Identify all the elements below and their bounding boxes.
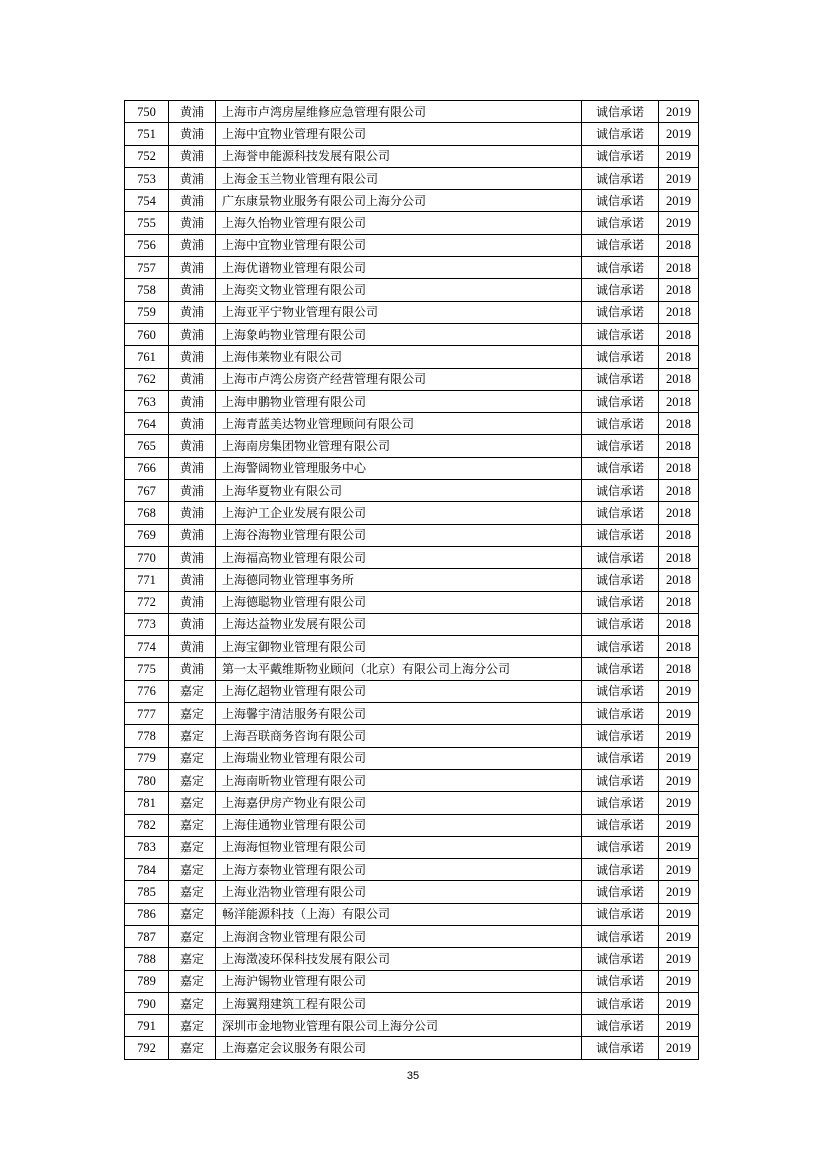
row-number: 750 [125,101,169,123]
company-name-cell: 上海市卢湾房屋维修应急管理有限公司 [216,101,582,123]
district-cell: 嘉定 [169,725,216,747]
row-number: 792 [125,1037,169,1059]
record-type-cell: 诚信承诺 [582,145,659,167]
company-name-cell: 上海方泰物业管理有限公司 [216,859,582,881]
company-name-cell: 上海南房集团物业管理有限公司 [216,435,582,457]
year-cell: 2018 [659,502,699,524]
district-cell: 黄浦 [169,636,216,658]
year-cell: 2019 [659,680,699,702]
row-number: 753 [125,167,169,189]
record-type-cell: 诚信承诺 [582,859,659,881]
year-cell: 2018 [659,613,699,635]
table-row [125,992,699,1014]
record-type-cell: 诚信承诺 [582,546,659,568]
company-name-cell: 上海谷海物业管理有限公司 [216,524,582,546]
table-row [125,390,699,412]
record-type-cell: 诚信承诺 [582,992,659,1014]
record-type-cell: 诚信承诺 [582,970,659,992]
table-row [125,836,699,858]
year-cell: 2018 [659,368,699,390]
year-cell: 2018 [659,346,699,368]
record-type-cell: 诚信承诺 [582,480,659,502]
record-type-cell: 诚信承诺 [582,457,659,479]
company-list-table-container [124,100,698,1060]
row-number: 764 [125,413,169,435]
district-cell: 黄浦 [169,323,216,345]
company-name-cell: 上海誉申能源科技发展有限公司 [216,145,582,167]
table-row [125,636,699,658]
year-cell: 2018 [659,636,699,658]
company-list-table [124,100,699,1060]
record-type-cell: 诚信承诺 [582,1037,659,1059]
district-cell: 黄浦 [169,658,216,680]
row-number: 782 [125,814,169,836]
row-number: 776 [125,680,169,702]
year-cell: 2018 [659,457,699,479]
district-cell: 嘉定 [169,925,216,947]
row-number: 766 [125,457,169,479]
record-type-cell: 诚信承诺 [582,435,659,457]
record-type-cell: 诚信承诺 [582,167,659,189]
year-cell: 2019 [659,970,699,992]
table-row [125,903,699,925]
district-cell: 黄浦 [169,145,216,167]
record-type-cell: 诚信承诺 [582,747,659,769]
year-cell: 2019 [659,948,699,970]
table-row [125,680,699,702]
record-type-cell: 诚信承诺 [582,948,659,970]
table-row [125,480,699,502]
company-name-cell: 上海南昕物业管理有限公司 [216,769,582,791]
row-number: 752 [125,145,169,167]
row-number: 781 [125,792,169,814]
company-name-cell: 上海华夏物业有限公司 [216,480,582,502]
company-name-cell: 上海嘉定会议服务有限公司 [216,1037,582,1059]
table-row [125,524,699,546]
district-cell: 嘉定 [169,1037,216,1059]
record-type-cell: 诚信承诺 [582,212,659,234]
district-cell: 黄浦 [169,457,216,479]
row-number: 763 [125,390,169,412]
year-cell: 2019 [659,792,699,814]
company-name-cell: 上海海恒物业管理有限公司 [216,836,582,858]
year-cell: 2019 [659,881,699,903]
row-number: 755 [125,212,169,234]
company-name-cell: 上海福高物业管理有限公司 [216,546,582,568]
company-name-cell: 广东康景物业服务有限公司上海分公司 [216,190,582,212]
table-row [125,101,699,123]
table-row [125,257,699,279]
year-cell: 2018 [659,257,699,279]
company-name-cell: 上海吾联商务咨询有限公司 [216,725,582,747]
table-row [125,970,699,992]
record-type-cell: 诚信承诺 [582,190,659,212]
row-number: 788 [125,948,169,970]
year-cell: 2018 [659,390,699,412]
row-number: 775 [125,658,169,680]
year-cell: 2019 [659,1037,699,1059]
record-type-cell: 诚信承诺 [582,524,659,546]
district-cell: 黄浦 [169,101,216,123]
year-cell: 2019 [659,859,699,881]
district-cell: 黄浦 [169,346,216,368]
table-row [125,279,699,301]
record-type-cell: 诚信承诺 [582,613,659,635]
district-cell: 嘉定 [169,903,216,925]
table-row [125,591,699,613]
table-row [125,792,699,814]
company-name-cell: 上海象屿物业管理有限公司 [216,323,582,345]
year-cell: 2018 [659,658,699,680]
record-type-cell: 诚信承诺 [582,658,659,680]
district-cell: 黄浦 [169,569,216,591]
record-type-cell: 诚信承诺 [582,725,659,747]
company-name-cell: 上海亚平宁物业管理有限公司 [216,301,582,323]
district-cell: 黄浦 [169,591,216,613]
company-name-cell: 上海德同物业管理事务所 [216,569,582,591]
district-cell: 嘉定 [169,881,216,903]
record-type-cell: 诚信承诺 [582,123,659,145]
table-row [125,301,699,323]
row-number: 770 [125,546,169,568]
table-row [125,368,699,390]
table-row [125,925,699,947]
year-cell: 2018 [659,279,699,301]
table-body [125,101,699,1060]
record-type-cell: 诚信承诺 [582,279,659,301]
company-name-cell: 上海亿超物业管理有限公司 [216,680,582,702]
year-cell: 2018 [659,591,699,613]
district-cell: 嘉定 [169,1015,216,1037]
company-name-cell: 上海嘉伊房产物业有限公司 [216,792,582,814]
district-cell: 黄浦 [169,257,216,279]
year-cell: 2019 [659,925,699,947]
company-name-cell: 上海翼翔建筑工程有限公司 [216,992,582,1014]
row-number: 759 [125,301,169,323]
table-row [125,190,699,212]
record-type-cell: 诚信承诺 [582,881,659,903]
row-number: 773 [125,613,169,635]
district-cell: 嘉定 [169,792,216,814]
table-row [125,703,699,725]
company-name-cell: 上海金玉兰物业管理有限公司 [216,167,582,189]
district-cell: 黄浦 [169,480,216,502]
district-cell: 嘉定 [169,836,216,858]
row-number: 774 [125,636,169,658]
district-cell: 黄浦 [169,212,216,234]
record-type-cell: 诚信承诺 [582,101,659,123]
table-row [125,502,699,524]
company-name-cell: 上海申鹏物业管理有限公司 [216,390,582,412]
district-cell: 嘉定 [169,970,216,992]
year-cell: 2019 [659,725,699,747]
year-cell: 2018 [659,413,699,435]
record-type-cell: 诚信承诺 [582,769,659,791]
company-name-cell: 上海中宜物业管理有限公司 [216,123,582,145]
company-name-cell: 上海瑞业物业管理有限公司 [216,747,582,769]
table-row [125,613,699,635]
company-name-cell: 上海奕文物业管理有限公司 [216,279,582,301]
company-name-cell: 上海澂凌环保科技发展有限公司 [216,948,582,970]
record-type-cell: 诚信承诺 [582,703,659,725]
table-row [125,1015,699,1037]
row-number: 784 [125,859,169,881]
row-number: 777 [125,703,169,725]
year-cell: 2018 [659,569,699,591]
table-row [125,234,699,256]
district-cell: 黄浦 [169,279,216,301]
company-name-cell: 上海德聪物业管理有限公司 [216,591,582,613]
year-cell: 2018 [659,435,699,457]
record-type-cell: 诚信承诺 [582,257,659,279]
district-cell: 黄浦 [169,234,216,256]
row-number: 785 [125,881,169,903]
row-number: 761 [125,346,169,368]
record-type-cell: 诚信承诺 [582,502,659,524]
company-name-cell: 深圳市金地物业管理有限公司上海分公司 [216,1015,582,1037]
row-number: 771 [125,569,169,591]
company-name-cell: 上海中宜物业管理有限公司 [216,234,582,256]
row-number: 779 [125,747,169,769]
year-cell: 2019 [659,903,699,925]
record-type-cell: 诚信承诺 [582,368,659,390]
district-cell: 嘉定 [169,769,216,791]
table-row [125,413,699,435]
table-row [125,948,699,970]
row-number: 758 [125,279,169,301]
district-cell: 黄浦 [169,390,216,412]
company-name-cell: 上海业浩物业管理有限公司 [216,881,582,903]
record-type-cell: 诚信承诺 [582,636,659,658]
year-cell: 2019 [659,123,699,145]
district-cell: 嘉定 [169,859,216,881]
table-row [125,212,699,234]
year-cell: 2019 [659,212,699,234]
row-number: 791 [125,1015,169,1037]
record-type-cell: 诚信承诺 [582,792,659,814]
year-cell: 2018 [659,546,699,568]
row-number: 786 [125,903,169,925]
table-row [125,546,699,568]
table-row [125,769,699,791]
company-name-cell: 上海警阔物业管理服务中心 [216,457,582,479]
company-name-cell: 上海宝御物业管理有限公司 [216,636,582,658]
company-name-cell: 上海久怡物业管理有限公司 [216,212,582,234]
record-type-cell: 诚信承诺 [582,569,659,591]
table-row [125,1037,699,1059]
district-cell: 黄浦 [169,613,216,635]
record-type-cell: 诚信承诺 [582,390,659,412]
company-name-cell: 畅洋能源科技（上海）有限公司 [216,903,582,925]
company-name-cell: 上海青蓝美达物业管理顾问有限公司 [216,413,582,435]
year-cell: 2019 [659,836,699,858]
record-type-cell: 诚信承诺 [582,814,659,836]
year-cell: 2019 [659,167,699,189]
record-type-cell: 诚信承诺 [582,836,659,858]
row-number: 751 [125,123,169,145]
district-cell: 黄浦 [169,524,216,546]
table-row [125,881,699,903]
year-cell: 2019 [659,1015,699,1037]
record-type-cell: 诚信承诺 [582,591,659,613]
row-number: 768 [125,502,169,524]
table-row [125,123,699,145]
row-number: 760 [125,323,169,345]
year-cell: 2019 [659,992,699,1014]
table-row [125,346,699,368]
district-cell: 黄浦 [169,123,216,145]
year-cell: 2019 [659,747,699,769]
company-name-cell: 上海市卢湾公房资产经营管理有限公司 [216,368,582,390]
row-number: 772 [125,591,169,613]
district-cell: 黄浦 [169,502,216,524]
company-name-cell: 上海沪工企业发展有限公司 [216,502,582,524]
company-name-cell: 上海伟莱物业有限公司 [216,346,582,368]
year-cell: 2018 [659,480,699,502]
record-type-cell: 诚信承诺 [582,323,659,345]
district-cell: 嘉定 [169,948,216,970]
company-name-cell: 上海沪锡物业管理有限公司 [216,970,582,992]
page-number: 35 [406,1070,420,1082]
table-row [125,658,699,680]
year-cell: 2019 [659,814,699,836]
district-cell: 嘉定 [169,703,216,725]
district-cell: 嘉定 [169,814,216,836]
table-row [125,569,699,591]
district-cell: 黄浦 [169,546,216,568]
row-number: 754 [125,190,169,212]
record-type-cell: 诚信承诺 [582,413,659,435]
district-cell: 黄浦 [169,413,216,435]
table-row [125,167,699,189]
company-name-cell: 上海润含物业管理有限公司 [216,925,582,947]
year-cell: 2018 [659,234,699,256]
district-cell: 黄浦 [169,301,216,323]
record-type-cell: 诚信承诺 [582,301,659,323]
row-number: 790 [125,992,169,1014]
table-row [125,145,699,167]
year-cell: 2018 [659,301,699,323]
year-cell: 2019 [659,145,699,167]
row-number: 757 [125,257,169,279]
row-number: 756 [125,234,169,256]
company-name-cell: 上海佳通物业管理有限公司 [216,814,582,836]
record-type-cell: 诚信承诺 [582,234,659,256]
year-cell: 2019 [659,703,699,725]
row-number: 762 [125,368,169,390]
row-number: 789 [125,970,169,992]
district-cell: 黄浦 [169,167,216,189]
row-number: 783 [125,836,169,858]
company-name-cell: 上海馨宇清洁服务有限公司 [216,703,582,725]
table-row [125,457,699,479]
table-row [125,859,699,881]
year-cell: 2018 [659,323,699,345]
row-number: 778 [125,725,169,747]
district-cell: 黄浦 [169,190,216,212]
row-number: 765 [125,435,169,457]
record-type-cell: 诚信承诺 [582,346,659,368]
district-cell: 黄浦 [169,435,216,457]
district-cell: 嘉定 [169,680,216,702]
record-type-cell: 诚信承诺 [582,1015,659,1037]
record-type-cell: 诚信承诺 [582,925,659,947]
district-cell: 嘉定 [169,747,216,769]
company-name-cell: 上海优谱物业管理有限公司 [216,257,582,279]
year-cell: 2018 [659,524,699,546]
record-type-cell: 诚信承诺 [582,903,659,925]
table-row [125,814,699,836]
year-cell: 2019 [659,769,699,791]
company-name-cell: 第一太平戴维斯物业顾问（北京）有限公司上海分公司 [216,658,582,680]
company-name-cell: 上海达益物业发展有限公司 [216,613,582,635]
row-number: 787 [125,925,169,947]
table-row [125,323,699,345]
row-number: 767 [125,480,169,502]
year-cell: 2019 [659,101,699,123]
table-row [125,435,699,457]
record-type-cell: 诚信承诺 [582,680,659,702]
table-row [125,747,699,769]
district-cell: 嘉定 [169,992,216,1014]
table-row [125,725,699,747]
row-number: 780 [125,769,169,791]
row-number: 769 [125,524,169,546]
year-cell: 2019 [659,190,699,212]
district-cell: 黄浦 [169,368,216,390]
